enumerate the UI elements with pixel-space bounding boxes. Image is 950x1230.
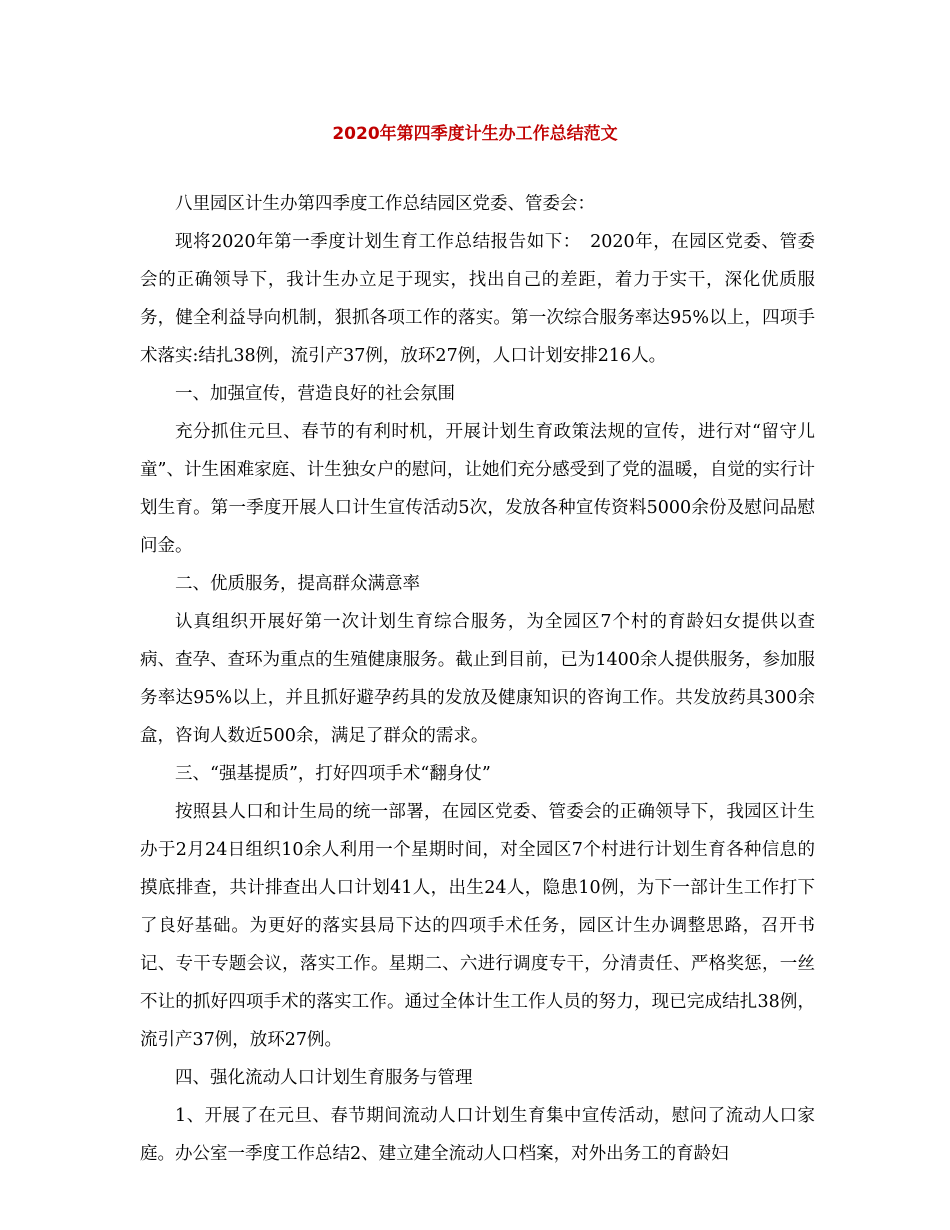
section-heading-1: 一、加强宣传，营造良好的社会氛围 xyxy=(175,384,455,404)
intro-paragraph: 现将2020年第一季度计划生育工作总结报告如下： 2020年，在园区党委、管委会的正确领导下，我计生办立足于现实，找出自己的差距，着力于实干，深化优质服务，健全利益导向机制，狠抓各项工作的落实。第一次综合服务率达95%以上，四项手术落实:结扎38例，流引产37例，放环27例，人口计划安排216人。 xyxy=(140,232,815,366)
section-paragraph-1: 充分抓住元旦、春节的有利时机，开展计划生育政策法规的宣传，进行对“留守儿童”、计生困难家庭、计生独女户的慰问，让她们充分感受到了党的温暖，自觉的实行计划生育。第一季度开展人口计生宣传活动5次，发放各种宣传资料5000余份及慰问品慰问金。 xyxy=(140,422,815,556)
section-heading-2: 二、优质服务，提高群众满意率 xyxy=(175,574,420,594)
document-body xyxy=(140,185,815,1173)
document-title: 2020年第四季度计生办工作总结范文 xyxy=(332,124,618,144)
section-heading-3: 三、“强基提质”，打好四项手术“翻身仗” xyxy=(175,764,491,784)
section-heading-4: 四、强化流动人口计划生育服务与管理 xyxy=(175,1068,473,1088)
salutation-paragraph: 八里园区计生办第四季度工作总结园区党委、管委会： xyxy=(175,194,595,214)
section-paragraph-4: 1、开展了在元旦、春节期间流动人口计划生育集中宣传活动，慰问了流动人口家庭。办公室一季度工作总结2、建立建全流动人口档案，对外出务工的育龄妇 xyxy=(140,1106,815,1164)
section-paragraph-3: 按照县人口和计生局的统一部署，在园区党委、管委会的正确领导下，我园区计生办于2月24日组织10余人利用一个星期时间，对全园区7个村进行计划生育各种信息的摸底排查，共计排查出人口计划41人，出生24人，隐患10例，为下一部计生工作打下了良好基础。为更好的落实县局下达的四项手术任务，园区计生办调整思路，召开书记、专干专题会议，落实工作。星期二、六进行调度专干，分清责任、严格奖惩，一丝不让的抓好四项手术的落实工作。通过全体计生工作人员的努力，现已完成结扎38例，流引产37例，放环27例。 xyxy=(140,802,815,1050)
section-paragraph-2: 认真组织开展好第一次计划生育综合服务，为全园区7个村的育龄妇女提供以查病、查孕、查环为重点的生殖健康服务。截止到目前，已为1400余人提供服务，参加服务率达95%以上，并且抓好避孕药具的发放及健康知识的咨询工作。共发放药具300余盒，咨询人数近500余，满足了群众的需求。 xyxy=(140,612,815,746)
